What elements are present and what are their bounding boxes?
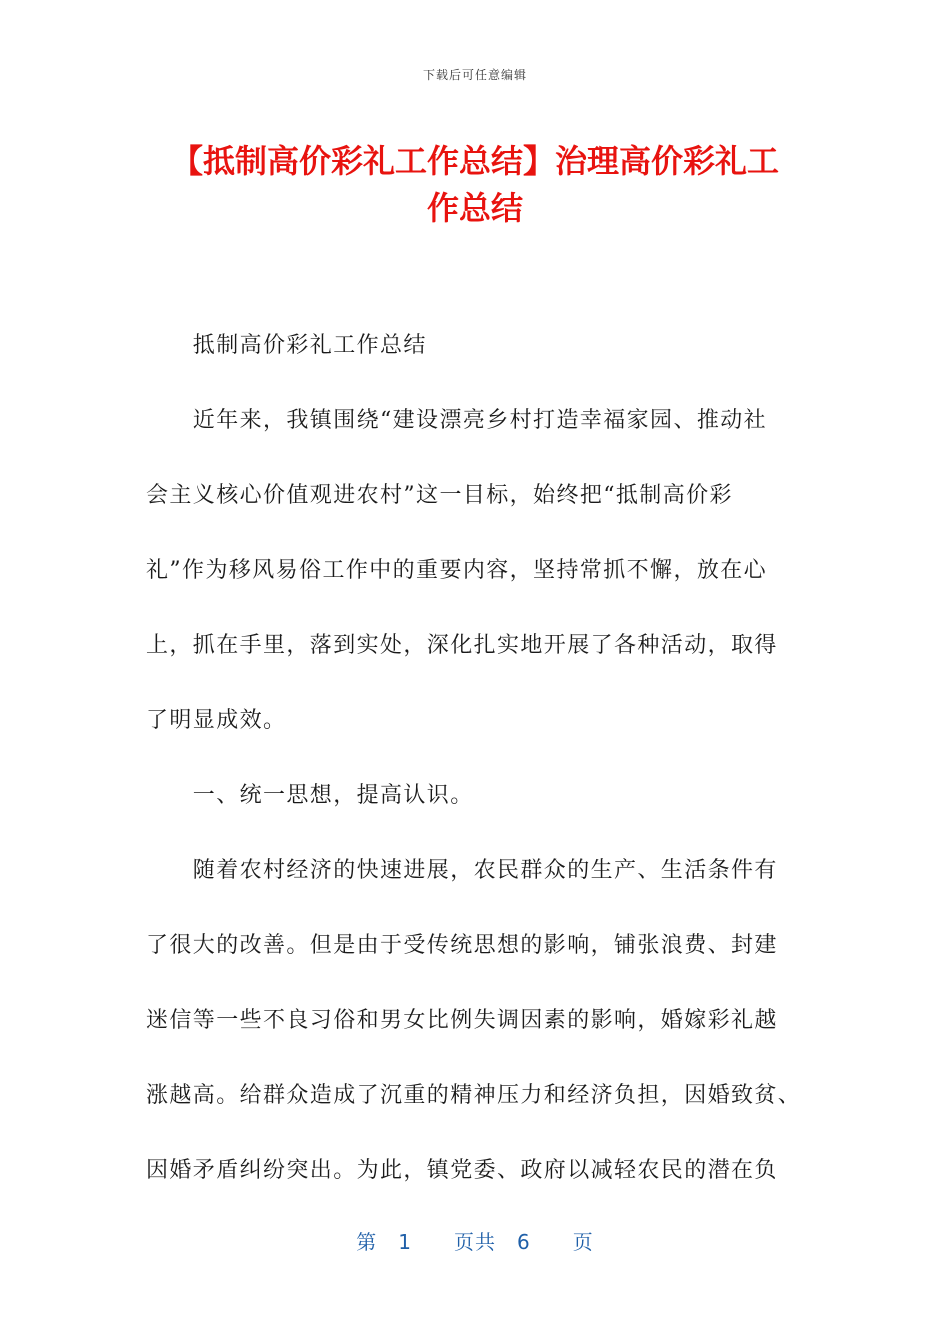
body-line: 涨越高。给群众造成了沉重的精神压力和经济负担，因婚致贫、 (146, 1083, 802, 1108)
body-line: 一、统一思想，提高认识。 (146, 783, 474, 808)
body-line: 了明显成效。 (146, 708, 287, 733)
title-line-2: 作总结 (426, 189, 523, 227)
body-line: 抵制高价彩礼工作总结 (146, 333, 427, 358)
body-line: 礼”作为移风易俗工作中的重要内容，坚持常抓不懈，放在心 (146, 558, 768, 583)
page-number-footer: 第 1 页共 6 页 (356, 1230, 594, 1254)
body-line: 了很大的改善。但是由于受传统思想的影响，铺张浪费、封建 (146, 933, 778, 958)
body-line: 因婚矛盾纠纷突出。为此，镇党委、政府以减轻农民的潜在负 (146, 1158, 778, 1183)
body-line: 随着农村经济的快速进展，农民群众的生产、生活条件有 (146, 858, 778, 883)
page-header-note: 下载后可任意编辑 (422, 68, 527, 82)
body-line: 上，抓在手里，落到实处，深化扎实地开展了各种活动，取得 (146, 633, 778, 658)
document-title (140, 138, 810, 232)
body-line: 会主义核心价值观进农村”这一目标，始终把“抵制高价彩 (146, 483, 733, 508)
body-line: 迷信等一些不良习俗和男女比例失调因素的影响，婚嫁彩礼越 (146, 1008, 778, 1033)
body-line: 近年来，我镇围绕“建设漂亮乡村打造幸福家园、推动社 (146, 408, 768, 433)
title-line-1: 【抵制高价彩礼工作总结】治理高价彩礼工 (170, 142, 779, 180)
